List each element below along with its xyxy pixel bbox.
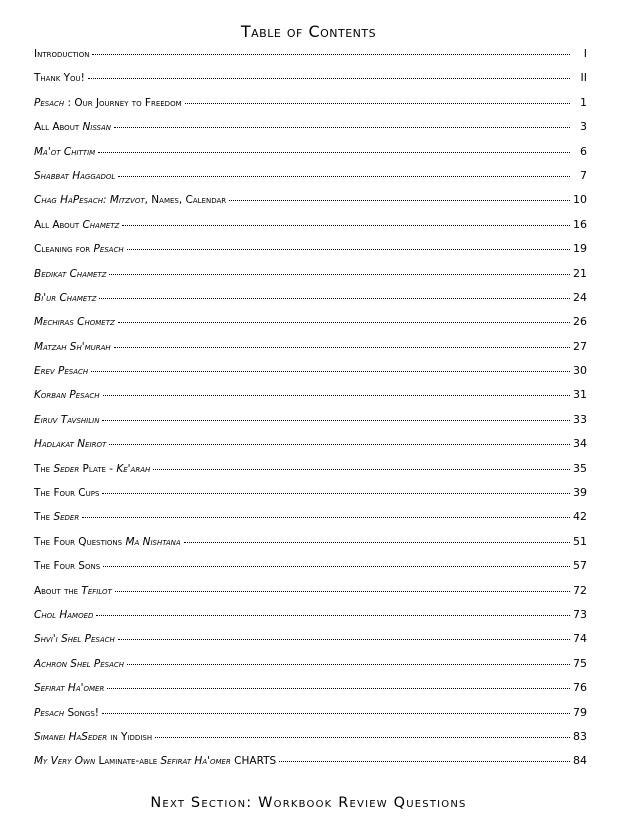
toc-entry-title-segment: Eiruv Tavshilin (34, 413, 100, 426)
toc-entry-title-segment: in Yiddish (107, 730, 153, 743)
toc-entry-title-segment: Pesach (34, 96, 65, 109)
toc-entry-title-segment: Tefilot (81, 584, 112, 597)
toc-entry-title (34, 609, 93, 621)
toc-entry (34, 584, 587, 608)
toc-entry-title-segment: Seder (53, 511, 80, 524)
toc-entry-title-segment: Ma'ot Chittim (34, 145, 96, 158)
toc-entry (34, 145, 587, 169)
toc-entry (34, 71, 587, 95)
toc-entry-title-segment: All About (34, 218, 83, 231)
dot-leader (103, 566, 570, 567)
toc-entry-title (34, 219, 119, 231)
dot-leader (115, 591, 570, 592)
toc-entry (34, 96, 587, 120)
toc-entry-page-number: 74 (573, 632, 587, 646)
toc-entry-title-segment: My Very Own (34, 755, 99, 768)
dot-leader (114, 127, 570, 128)
toc-entry (34, 462, 587, 486)
dot-leader (96, 615, 570, 616)
toc-entry-page-number: 72 (573, 583, 587, 597)
toc-entry-title-segment: Mechiras Chometz (34, 316, 115, 329)
toc-entry (34, 608, 587, 632)
toc-entry (34, 510, 587, 534)
dot-leader (88, 78, 570, 79)
toc-entry-title-segment: Matzah Sh'murah (34, 340, 111, 353)
toc-entry-title (34, 268, 106, 280)
toc-entry-title (34, 487, 99, 499)
toc-entry-title-segment: Pesach (34, 706, 65, 719)
toc-entry-title (34, 682, 104, 694)
toc-entry-title (34, 585, 112, 597)
dot-leader (102, 420, 570, 421)
dot-leader (153, 469, 570, 470)
dot-leader (92, 54, 570, 55)
dot-leader (109, 274, 570, 275)
toc-entry (34, 340, 587, 364)
toc-entry-title (34, 243, 124, 255)
toc-entry-title-segment: Shabbat Haggadol (34, 169, 116, 182)
toc-entry-title-segment: Bi'ur Chametz (34, 291, 97, 304)
toc-entry-title-segment: The (34, 462, 54, 475)
toc-entry-page-number: 34 (573, 437, 587, 451)
toc-entry-title (34, 194, 226, 206)
toc-entry (34, 657, 587, 681)
toc-entry (34, 120, 587, 144)
toc-entry-page-number: 84 (573, 754, 587, 768)
toc-entry (34, 754, 587, 778)
toc-entry-title-segment: Ma Nishtana (125, 535, 181, 548)
toc-entry-title-segment: Erev Pesach (34, 365, 89, 378)
toc-entry-page-number: 7 (580, 168, 587, 182)
toc-entry (34, 632, 587, 656)
toc-entry-title-segment: The Four Cups (34, 487, 100, 500)
toc-entry-title (34, 48, 89, 60)
toc-entry-page-number: 30 (573, 364, 587, 378)
toc-entry-page-number: 39 (573, 486, 587, 500)
toc-entry-page-number: 26 (573, 315, 587, 329)
toc-entry-page-number: 35 (573, 461, 587, 475)
dot-leader (114, 347, 570, 348)
toc-entry-title-segment: Sefirat Ha'omer (34, 682, 105, 695)
toc-entry-title-segment: About the (34, 584, 82, 597)
dot-leader (102, 493, 570, 494)
toc-entry (34, 267, 587, 291)
dot-leader (122, 225, 570, 226)
toc-entry-title-segment: Cleaning for (34, 243, 94, 256)
toc-entry-page-number: 57 (573, 559, 587, 573)
toc-entry-page-number: 51 (573, 534, 587, 548)
dot-leader (99, 298, 570, 299)
toc-entry-title-segment: Pesach (93, 243, 124, 256)
toc-entry-title (34, 292, 96, 304)
toc-entry-title-segment: Chol Hamoed (34, 608, 94, 621)
dot-leader (127, 664, 570, 665)
toc-entry-title-segment: Chag HaPesach: Mitzvot (34, 194, 145, 207)
dot-leader (107, 688, 570, 689)
toc-entry (34, 193, 587, 217)
dot-leader (279, 761, 570, 762)
toc-entry-title (34, 536, 181, 548)
toc-entry-title (34, 633, 115, 645)
toc-entry-page-number: 42 (573, 510, 587, 524)
toc-entry-title-segment: Nissan (82, 121, 112, 134)
toc-entry (34, 559, 587, 583)
toc-entry (34, 413, 587, 437)
toc-entry-title-segment: The (34, 511, 54, 524)
toc-entry-title (34, 658, 124, 670)
toc-entry (34, 388, 587, 412)
toc-entry-title-segment: Bedikat Chametz (34, 267, 107, 280)
toc-entry (34, 218, 587, 242)
toc-entry-title (34, 560, 100, 572)
toc-entry-title-segment: Laminate-able (98, 755, 161, 768)
toc-entry-title-segment: Ke'arah (116, 462, 151, 475)
toc-entry-title-segment: The Four Questions (34, 535, 126, 548)
toc-entry-page-number: 6 (580, 144, 587, 158)
dot-leader (118, 176, 570, 177)
toc-entry (34, 291, 587, 315)
toc-entry-title-segment: Chametz (82, 218, 120, 231)
toc-entry-page-number: 31 (573, 388, 587, 402)
toc-entry-title-segment: Songs! (64, 706, 99, 719)
toc-entry-title-segment: CHARTS (230, 755, 277, 768)
dot-leader (102, 713, 570, 714)
dot-leader (91, 371, 570, 372)
toc-entry-page-number: 33 (573, 412, 587, 426)
toc-entry-page-number: 16 (573, 217, 587, 231)
dot-leader (155, 737, 570, 738)
toc-entry-title (34, 389, 100, 401)
toc-entry-title-segment: Seder (53, 462, 80, 475)
dot-leader (185, 103, 570, 104)
toc-entry-title-segment: The Four Sons (34, 560, 101, 573)
toc-entry-title-segment: Simanei HaSeder (34, 730, 108, 743)
toc-entry-page-number: 1 (580, 95, 587, 109)
toc-entry-title-segment: Achron Shel Pesach (34, 657, 125, 670)
toc-entry-title (34, 170, 115, 182)
toc-entry (34, 364, 587, 388)
dot-leader (98, 152, 570, 153)
toc-entry-title-segment: Korban Pesach (34, 389, 100, 402)
toc-entry-page-number: 10 (573, 193, 587, 207)
dot-leader (118, 322, 570, 323)
toc-entry-title-segment: Thank You! (34, 72, 85, 85)
page-title: Table of Contents (240, 22, 377, 41)
toc-entry-page-number: 83 (573, 729, 587, 743)
toc-entry-title-segment: All About (34, 121, 83, 134)
toc-entry-page-number: 3 (580, 120, 587, 134)
dot-leader (229, 200, 570, 201)
toc-entry-title (34, 316, 115, 328)
toc-entry-title (34, 121, 111, 133)
dot-leader (103, 395, 570, 396)
dot-leader (82, 517, 570, 518)
toc-entry-page-number: 24 (573, 290, 587, 304)
toc-entry (34, 242, 587, 266)
toc-entry-page-number: 73 (573, 607, 587, 621)
toc-entry-title (34, 707, 99, 719)
toc-entry-title-segment: Introduction (34, 48, 90, 60)
toc-entry (34, 535, 587, 559)
table-of-contents-list (34, 47, 587, 779)
toc-entry (34, 681, 587, 705)
toc-entry-page-number: 79 (573, 705, 587, 719)
toc-entry-title (34, 365, 88, 377)
toc-entry-title (34, 341, 111, 353)
dot-leader (184, 542, 570, 543)
toc-entry-title (34, 755, 276, 767)
toc-entry-title (34, 414, 99, 426)
toc-entry (34, 315, 587, 339)
toc-entry-title-segment: : Our Journey to Freedom (64, 96, 182, 109)
toc-entry-title (34, 438, 106, 450)
toc-entry-title-segment: Sefirat Ha'omer (160, 755, 231, 768)
toc-entry-page-number: 76 (573, 681, 587, 695)
toc-entry-title (34, 97, 182, 109)
dot-leader (109, 444, 570, 445)
toc-entry-title (34, 146, 95, 158)
toc-entry-title-segment: Plate - (79, 462, 117, 475)
toc-entry-page-number: 75 (573, 656, 587, 670)
toc-entry (34, 730, 587, 754)
toc-entry-title (34, 731, 152, 743)
toc-entry-title-segment: Shvi'i Shel Pesach (34, 633, 115, 646)
toc-entry-title (34, 511, 79, 523)
toc-entry-page-number: 19 (573, 242, 587, 256)
toc-entry (34, 47, 587, 71)
toc-entry-page-number: 27 (573, 339, 587, 353)
toc-entry-page-number: II (580, 71, 587, 85)
toc-entry-title-segment: Hadlakat Neirot (34, 438, 107, 451)
dot-leader (118, 639, 570, 640)
toc-entry-title (34, 463, 150, 475)
toc-entry-title (34, 72, 85, 84)
toc-entry (34, 706, 587, 730)
toc-entry-title-segment: , Names, Calendar (144, 194, 227, 207)
dot-leader (127, 249, 570, 250)
toc-entry (34, 437, 587, 461)
toc-entry-page-number: I (583, 47, 587, 60)
toc-entry (34, 169, 587, 193)
next-section-heading: Next Section: Workbook Review Questions (150, 795, 467, 811)
toc-entry (34, 486, 587, 510)
toc-entry-page-number: 21 (573, 266, 587, 280)
